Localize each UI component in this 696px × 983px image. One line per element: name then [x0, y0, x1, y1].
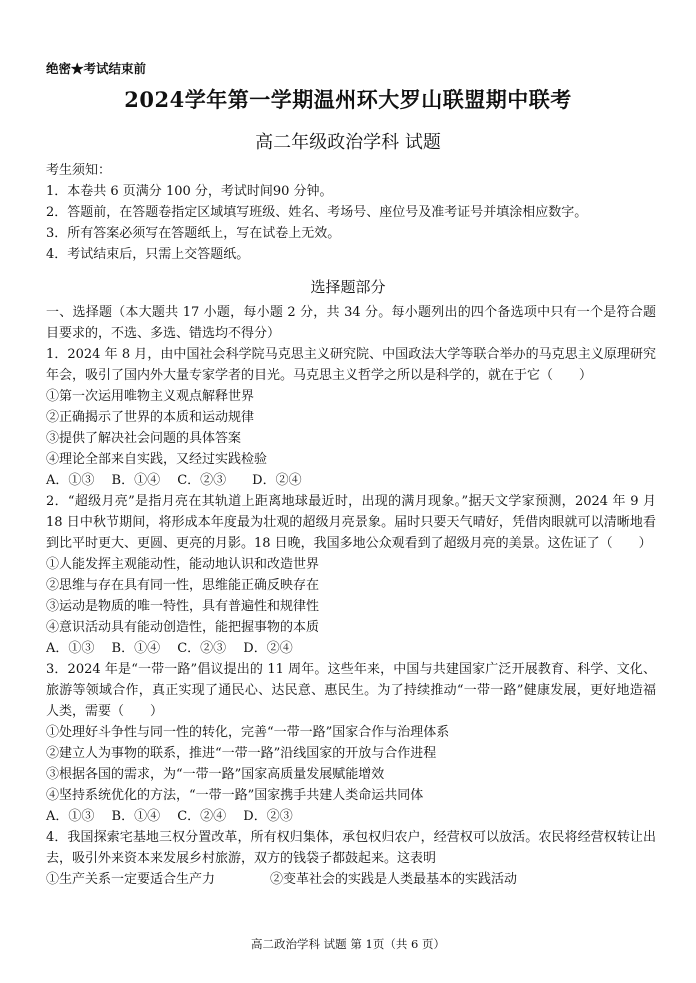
question-area: [46, 302, 656, 890]
question-option: ②建立人为事物的联系，推进“一带一路”沿线国家的开放与合作进程: [46, 746, 437, 761]
question-option: ①人能发挥主观能动性，能动地认识和改造世界: [46, 557, 320, 572]
notes-heading: 考生须知：: [46, 163, 112, 178]
question-option: ④理论全部来自实践，又经过实践检验: [46, 452, 268, 467]
question-option: ③根据各国的需求，为“一带一路”国家高质量发展赋能增效: [46, 767, 385, 782]
section-title: 选择题部分: [310, 278, 386, 296]
confidential-label: 绝密★考试结束前: [46, 61, 147, 76]
answer-choices: A．①③ B．①④ C．②④ D．②③: [46, 809, 293, 824]
candidate-notes: [46, 160, 656, 265]
question-option: ③运动是物质的唯一特性，具有普遍性和规律性: [46, 599, 320, 614]
note-item: 2．答题前，在答题卷指定区域填写班级、姓名、考场号、座位号及准考证号并填涂相应数字。: [46, 205, 588, 220]
question-option: ①处理好斗争性与同一性的转化，完善“一带一路”国家合作与治理体系: [46, 725, 450, 740]
question-option: ①第一次运用唯物主义观点解释世界: [46, 389, 255, 404]
question-stem: 3．2024 年是“一带一路”倡议提出的 11 周年。这些年来，中国与共建国家广泛开展教育、科学、文化、旅游等领域合作，真正实现了通民心、达民意、惠民生。为了持续推动“一带一路”健康发展，更好地造福人类，需要（ ）: [46, 662, 656, 719]
question-option: ③提供了解决社会问题的具体答案: [46, 431, 242, 446]
section-instruction: 一、选择题（本大题共 17 小题，每小题 2 分，共 34 分。每小题列出的四个备选项中只有一个是符合题目要求的，不选、多选、错选均不得分）: [46, 305, 656, 341]
answer-choices: A．①③ B．①④ C．②③ D．②④: [46, 473, 302, 488]
question-option-row: [46, 869, 656, 890]
question-option: ④意识活动具有能动创造性，能把握事物的本质: [46, 620, 320, 635]
question-option: ②正确揭示了世界的本质和运动规律: [46, 410, 255, 425]
question-stem: 1．2024 年 8 月，由中国社会科学院马克思主义研究院、中国政法大学等联合举办的马克思主义原理研究年会，吸引了国内外大量专家学者的目光。马克思主义哲学之所以是科学的，就在于它（ ）: [46, 347, 656, 383]
question-option: ①生产关系一定要适合生产力: [46, 872, 216, 887]
exam-subtitle: 高二年级政治学科 试题: [255, 132, 441, 153]
exam-title: 2024学年第一学期温州环大罗山联盟期中联考: [124, 87, 572, 112]
answer-choices: A．①③ B．①④ C．②③ D．②④: [46, 641, 293, 656]
note-item: 3．所有答案必须写在答题纸上，写在试卷上无效。: [46, 226, 341, 241]
note-item: 1．本卷共 6 页满分 100 分，考试时间90 分钟。: [46, 184, 333, 199]
question-option: ②思维与存在具有同一性，思维能正确反映存在: [46, 578, 320, 593]
question-option: ②变革社会的实践是人类最基本的实践活动: [270, 872, 518, 887]
note-item: 4．考试结束后，只需上交答题纸。: [46, 247, 250, 262]
question-option: ④坚持系统优化的方法，“一带一路”国家携手共建人类命运共同体: [46, 788, 424, 803]
page-footer: 高二政治学科 试题 第 1页（共 6 页）: [251, 937, 445, 951]
question-stem: 2．“超级月亮”是指月亮在其轨道上距离地球最近时，出现的满月现象。”据天文学家预测，2024 年 9 月 18 日中秋节期间，将形成本年度最为壮观的超级月亮景象。届时只要天气晴好，凭借肉眼就可以清晰地看到比平时更大、更圆、更亮的月影。18 日晚，我国多地公众观看到了超级月亮的美景。这佐证了（ ）: [46, 494, 656, 551]
question-stem: 4．我国探索宅基地三权分置改革，所有权归集体，承包权归农户，经营权可以放活。农民将经营权转让出去，吸引外来资本来发展乡村旅游，双方的钱袋子都鼓起来。这表明: [46, 830, 656, 866]
